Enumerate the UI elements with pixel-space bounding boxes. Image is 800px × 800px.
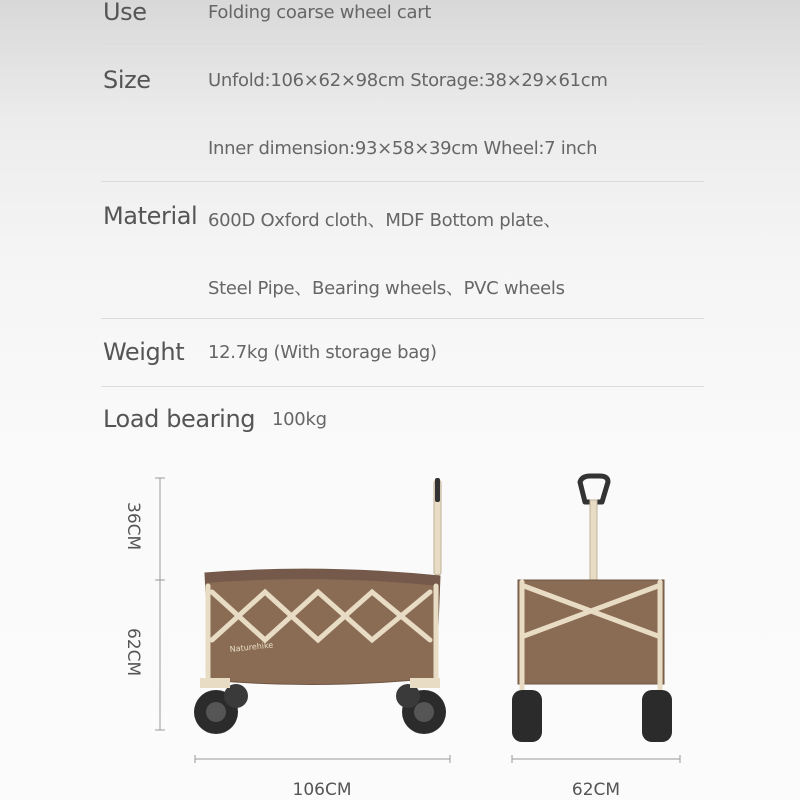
divider bbox=[101, 44, 704, 45]
fabric-body bbox=[205, 569, 440, 684]
wheel-bracket bbox=[200, 678, 230, 688]
spec-value-material-line1: 600D Oxford cloth、MDF Bottom plate、 bbox=[208, 210, 562, 231]
width-label: 62CM bbox=[571, 780, 621, 800]
spec-label-size: Size bbox=[103, 66, 151, 94]
front-handle-grip bbox=[580, 476, 608, 502]
divider bbox=[101, 181, 704, 182]
cart-dimension-illustration bbox=[0, 460, 800, 800]
spec-label-load: Load bearing bbox=[103, 405, 256, 433]
divider bbox=[101, 386, 704, 387]
spec-value-weight: 12.7kg (With storage bag) bbox=[208, 342, 437, 363]
cart-side-view bbox=[194, 478, 446, 734]
spec-label-use: Use bbox=[103, 0, 147, 26]
handle-grip bbox=[435, 478, 440, 502]
length-dimension-line bbox=[195, 755, 450, 763]
length-label: 106CM bbox=[292, 780, 352, 800]
width-dimension-line bbox=[512, 755, 680, 763]
spec-value-size-line1: Unfold:106×62×98cm Storage:38×29×61cm bbox=[208, 70, 608, 91]
wheel bbox=[642, 690, 672, 742]
divider bbox=[101, 318, 704, 319]
spec-value-material-line2: Steel Pipe、Bearing wheels、PVC wheels bbox=[208, 278, 565, 299]
body-height-label: 62CM bbox=[123, 628, 143, 677]
wheel-bracket bbox=[410, 678, 440, 688]
spec-label-weight: Weight bbox=[103, 338, 185, 366]
height-dimension-line bbox=[155, 478, 165, 730]
spec-label-material: Material bbox=[103, 202, 198, 230]
handle-height-label: 36CM bbox=[123, 502, 143, 551]
cart-front-view bbox=[512, 476, 672, 742]
brand-logo: Naturehike bbox=[229, 640, 274, 654]
spec-value-load: 100kg bbox=[272, 409, 327, 430]
spec-value-use: Folding coarse wheel cart bbox=[208, 2, 432, 23]
spec-value-size-line2: Inner dimension:93×58×39cm Wheel:7 inch bbox=[208, 138, 598, 159]
wheel bbox=[512, 690, 542, 742]
